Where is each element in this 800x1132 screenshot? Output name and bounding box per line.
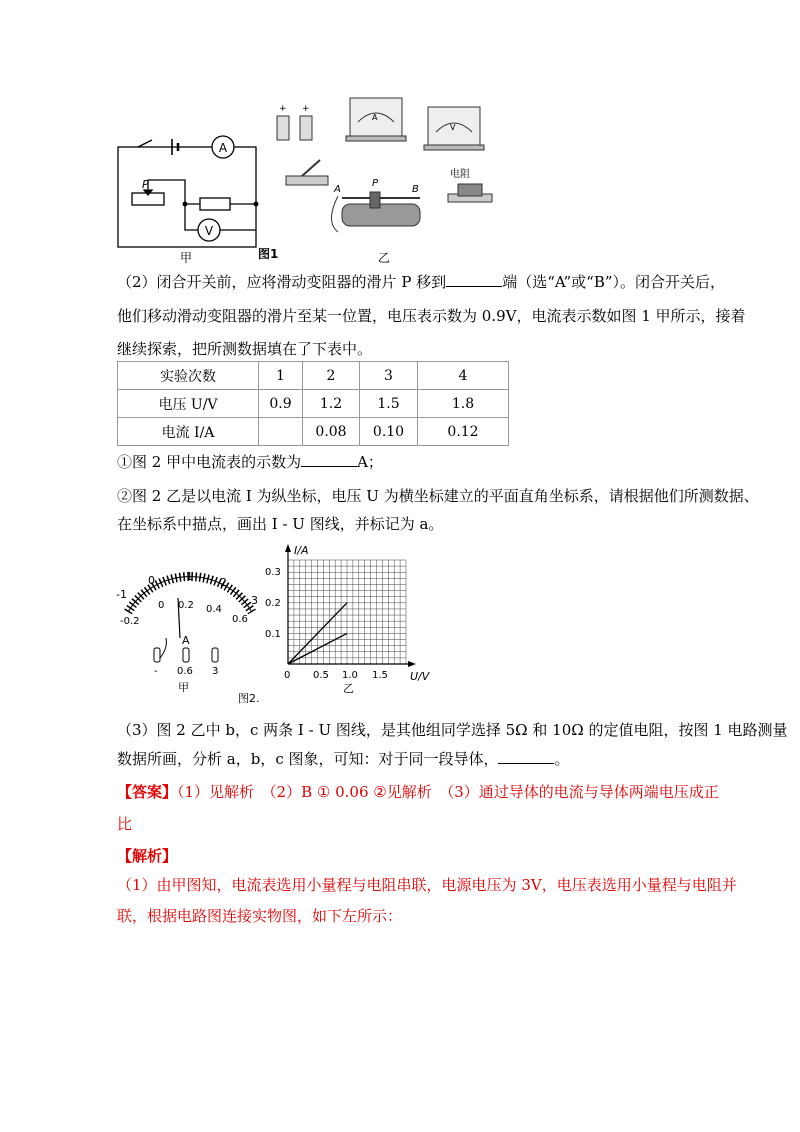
table-cell: 2: [303, 362, 360, 390]
answer-cont: 比: [117, 815, 133, 833]
dial-bottom-label: 0.4: [206, 604, 222, 615]
figure2-caption-yi: 乙: [343, 682, 354, 695]
analysis-line1: （1）由甲图知，电流表选用小量程与电阻串联，电源电压为 3V，电压表选用小量程与电阻并: [117, 876, 737, 894]
table-cell: 1.8: [418, 390, 509, 418]
meter-letter: A: [182, 634, 190, 647]
figure1-caption: 图1: [258, 247, 279, 261]
dial-bottom-label: 0.2: [178, 600, 194, 611]
data-table: [117, 361, 509, 446]
q2-line1: （2）闭合开关前，应将滑动变阻器的滑片 P 移到 端（选“A”或“B”）。闭合开关后，: [117, 273, 726, 291]
table-cell: 1: [259, 362, 303, 390]
table-cell: [259, 418, 303, 446]
svg-text:+: +: [302, 104, 310, 114]
ammeter-device-label: A: [372, 113, 378, 122]
figure2-caption: 图2.: [238, 692, 260, 705]
iu-graph: [285, 544, 416, 667]
slider-label: P: [142, 178, 149, 191]
figure-2: [110, 540, 460, 705]
graph-x-tick: 1.5: [372, 670, 388, 681]
table-cell: 0.9: [259, 390, 303, 418]
answer-blank: [498, 749, 554, 764]
answer-blank: [301, 452, 357, 467]
sub2-line2: 在坐标系中描点，画出 I - U 图线，并标记为 a。: [117, 515, 444, 533]
terminal-label: 3: [212, 666, 219, 677]
sub2-line1: ②图 2 乙是以电流 I 为纵坐标，电压 U 为横坐标建立的平面直角坐标系，请根据他们所测数据、: [117, 487, 759, 505]
resistor-device: [448, 184, 492, 202]
table-cell: 1.2: [303, 390, 360, 418]
sub1-line: ①图 2 甲中电流表的示数为 A；: [117, 453, 383, 471]
dial-bottom-label: 0: [158, 600, 165, 611]
terminal-label: 0.6: [177, 666, 193, 677]
graph-y-tick: 0.1: [265, 629, 281, 640]
table-row: [118, 362, 509, 390]
graph-grid: [288, 560, 406, 664]
dial-bottom-label: 0.6: [232, 614, 248, 625]
table-cell: 实验次数: [118, 362, 259, 390]
resistor-device-label: 电阻: [450, 169, 470, 180]
figure-1: [110, 92, 510, 267]
dial-top-label: -1: [116, 588, 127, 601]
answer-blank: [446, 272, 502, 287]
table-cell: 0.12: [418, 418, 509, 446]
ammeter-symbol: A: [218, 141, 228, 155]
answer-line: 【答案】（1）见解析 （2）B ① 0.06 ②见解析 （3）通过导体的电流与导体两端电压成正: [117, 783, 719, 801]
dial-top-label: 0: [148, 574, 155, 587]
graph-x-tick: 0.5: [313, 670, 329, 681]
table-cell: 电压 U/V: [118, 390, 259, 418]
rheostat-a-label: A: [334, 184, 341, 195]
q3-line1: （3）图 2 乙中 b，c 两条 I - U 图线，是其他组同学选择 5Ω 和 10Ω 的定值电阻，按图 1 电路测量: [117, 721, 788, 739]
rheostat-b-label: B: [412, 184, 419, 195]
analysis-tag: 【解析】: [117, 847, 178, 865]
table-row: [118, 390, 509, 418]
rheostat-p-label: P: [372, 178, 379, 189]
q3-line2: 数据所画，分析 a，b，c 图象，可知：对于同一段导体， 。: [117, 750, 570, 768]
table-cell: 0.10: [360, 418, 418, 446]
dial-bottom-label: -0.2: [120, 616, 140, 627]
battery-pair: [277, 104, 312, 140]
table-cell: 0.08: [303, 418, 360, 446]
dial-top-label: 1: [186, 570, 193, 583]
graph-x-tick: 0: [284, 670, 291, 681]
terminal-label: -: [154, 666, 158, 677]
q2-line2: 他们移动滑动变阻器的滑片至某一位置，电压表示数为 0.9V，电流表示数如图 1 甲所示，接着: [117, 307, 746, 325]
table-cell: 1.5: [360, 390, 418, 418]
table-cell: 电流 I/A: [118, 418, 259, 446]
knife-switch: [286, 160, 328, 185]
voltmeter-symbol: V: [204, 224, 214, 238]
graph-y-tick: 0.3: [265, 567, 281, 578]
dial-top-label: 2: [220, 576, 227, 589]
circuit-diagram: [118, 136, 258, 247]
table-cell: 4: [418, 362, 509, 390]
graph-y-tick: 0.2: [265, 598, 281, 609]
analysis-line2: 联，根据电路图连接实物图，如下左所示：: [117, 907, 403, 925]
q2-line3: 继续探索，把所测数据填在了下表中。: [117, 340, 373, 358]
figure1-caption-jia: 甲: [180, 251, 193, 265]
voltmeter-device-label: V: [450, 123, 456, 132]
dial-top-label: 3: [251, 594, 258, 607]
graph-y-label: I/A: [294, 544, 309, 557]
svg-text:+: +: [279, 104, 287, 114]
figure2-caption-jia: 甲: [178, 681, 189, 694]
sliding-rheostat: [332, 192, 421, 232]
answer-tag: 【答案】: [117, 783, 178, 801]
table-row: [118, 418, 509, 446]
graph-x-label: U/V: [410, 670, 430, 683]
table-cell: 3: [360, 362, 418, 390]
figure1-caption-yi: 乙: [378, 251, 391, 265]
graph-x-tick: 1.0: [342, 670, 358, 681]
